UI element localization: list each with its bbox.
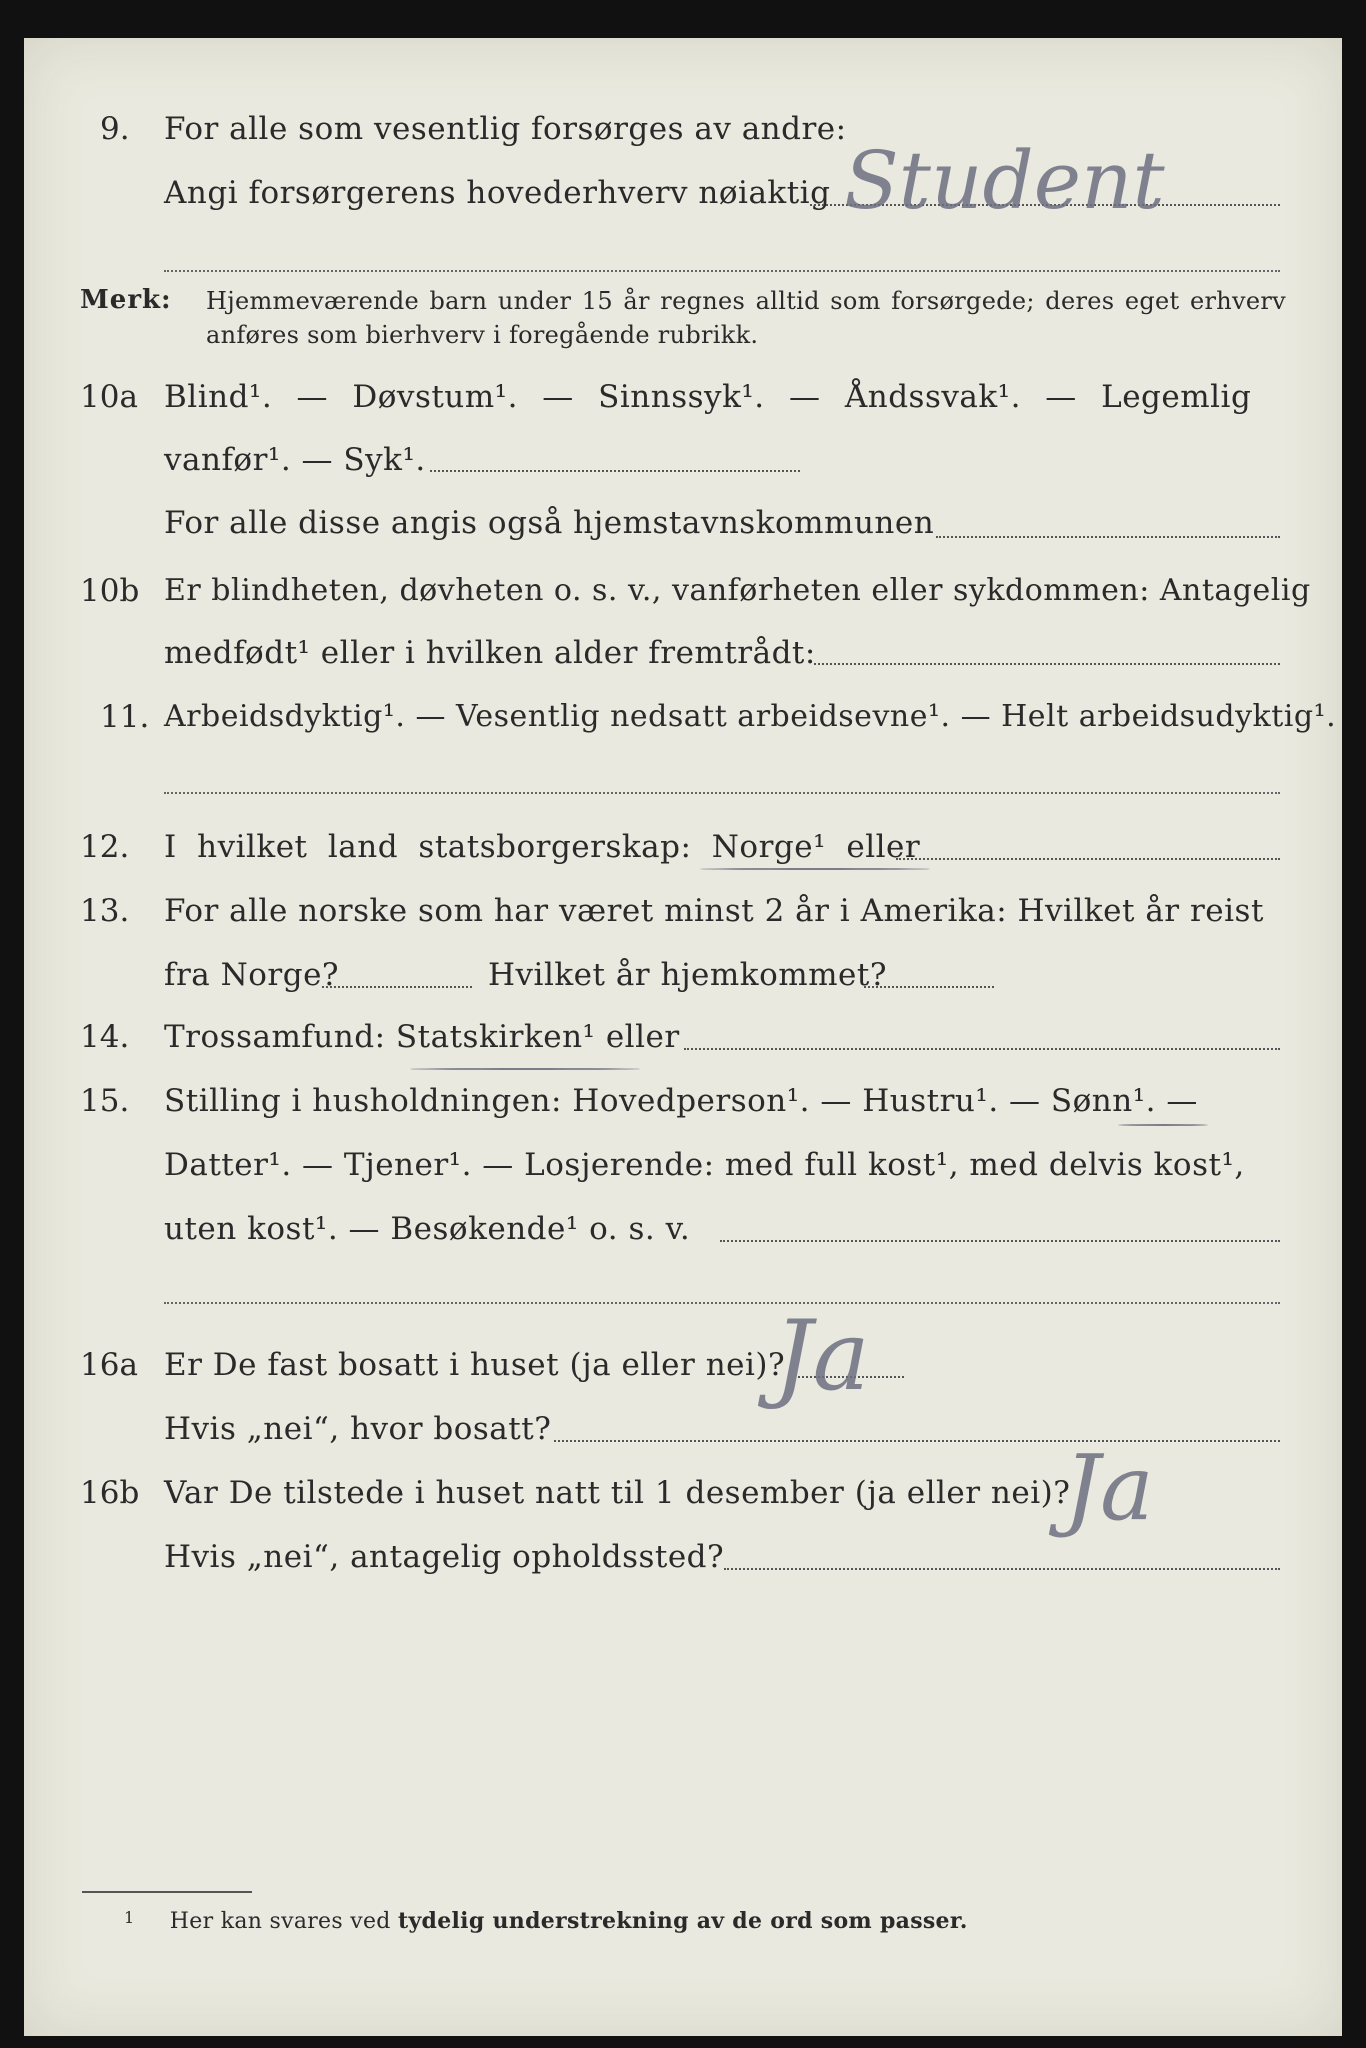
- q16b-answer-line: [724, 1568, 1280, 1570]
- q9-number: 9.: [100, 111, 130, 147]
- q15-extra-line: [164, 1302, 1280, 1304]
- q11-line1: Arbeidsdyktig¹. — Vesentlig nedsatt arbeidsevne¹. — Helt arbeidsudyktig¹.: [164, 699, 1337, 734]
- footnote: [124, 1908, 968, 1934]
- q9-line1: For alle som vesentlig forsørges av andre:: [164, 111, 847, 147]
- q16a-handwritten-answer: Ja: [774, 1300, 870, 1412]
- merk-text: Hjemmeværende barn under 15 år regnes alltid som forsørgede; deres eget erhverv anføres som bierhverv i foregående rubrikk.: [206, 287, 1286, 349]
- footnote-text-plain: Her kan svares ved: [169, 1909, 391, 1934]
- q14-answer-line: [684, 1048, 1280, 1050]
- q9-handwritten-answer: Student: [844, 134, 1165, 227]
- q15-line1: Stilling i husholdningen: Hovedperson¹. — Hustru¹. — Sønn¹. —: [164, 1083, 1198, 1119]
- q16b-number: 16b: [80, 1475, 140, 1511]
- q10b-number: 10b: [80, 573, 140, 609]
- q13-hjemkommet-answer-line: [864, 986, 994, 988]
- census-form-page: [24, 38, 1342, 2036]
- q10a-line3: For alle disse angis også hjemstavnskommunen: [164, 505, 935, 541]
- q15-line2: Datter¹. — Tjener¹. — Losjerende: med full kost¹, med delvis kost¹,: [164, 1147, 1245, 1183]
- q16a-bosatt-answer-line: [554, 1440, 1280, 1442]
- q11-number: 11.: [100, 699, 150, 735]
- q13-line1: For alle norske som har været minst 2 år i Amerika: Hvilket år reist: [164, 893, 1264, 929]
- q10a-line2: vanfør¹. — Syk¹.: [164, 442, 426, 478]
- q14-line1: Trossamfund: Statskirken¹ eller: [164, 1019, 680, 1055]
- q10b-line2: medfødt¹ eller i hvilken alder fremtrådt:: [164, 635, 816, 671]
- q10a-hjemstavn-answer-line: [936, 536, 1280, 538]
- q12-answer-line: [896, 858, 1280, 860]
- q12-handwritten-underline: [700, 868, 930, 870]
- q16a-number: 16a: [80, 1347, 138, 1383]
- q14-number: 14.: [80, 1019, 130, 1055]
- q16a-line1: Er De fast bosatt i huset (ja eller nei)?: [164, 1347, 786, 1383]
- q15-number: 15.: [80, 1083, 130, 1119]
- q15-handwritten-underline: [1118, 1124, 1208, 1126]
- q10a-syk-answer-line: [430, 470, 800, 472]
- footnote-marker: 1: [124, 1908, 135, 1927]
- q15-answer-line: [720, 1240, 1280, 1242]
- footnote-rule: [82, 1891, 252, 1893]
- q10a-number: 10a: [80, 379, 138, 415]
- footnote-text-bold: tydelig understrekning av de ord som passer.: [398, 1908, 968, 1934]
- q12-line1: I hvilket land statsborgerskap: Norge¹ eller: [164, 829, 921, 865]
- q14-handwritten-underline: [410, 1068, 640, 1070]
- q12-number: 12.: [80, 829, 130, 865]
- q10a-line1: Blind¹. — Døvstum¹. — Sinnssyk¹. — Åndssvak¹. — Legemlig: [164, 379, 1252, 415]
- q13-line2b: Hvilket år hjemkommet?: [488, 957, 887, 993]
- q13-line2a: fra Norge?: [164, 957, 340, 993]
- q10b-line1: Er blindheten, døvheten o. s. v., vanførheten eller sykdommen: Antagelig: [164, 573, 1311, 608]
- q10b-answer-line: [814, 663, 1280, 665]
- q13-reist-answer-line: [322, 986, 472, 988]
- merk-label: Merk:: [80, 285, 172, 315]
- q16b-handwritten-answer: Ja: [1064, 1436, 1154, 1541]
- q16a-line2: Hvis „nei“, hvor bosatt?: [164, 1411, 552, 1447]
- q9-extra-line: [164, 270, 1280, 272]
- q16b-line1: Var De tilstede i huset natt til 1 desember (ja eller nei)?: [164, 1475, 1071, 1511]
- q11-answer-line: [164, 792, 1280, 794]
- q16b-line2: Hvis „nei“, antagelig opholdssted?: [164, 1539, 725, 1575]
- q13-number: 13.: [80, 893, 130, 929]
- q15-line3: uten kost¹. — Besøkende¹ o. s. v.: [164, 1211, 691, 1247]
- q9-line2: Angi forsørgerens hovederhverv nøiaktig: [164, 175, 831, 211]
